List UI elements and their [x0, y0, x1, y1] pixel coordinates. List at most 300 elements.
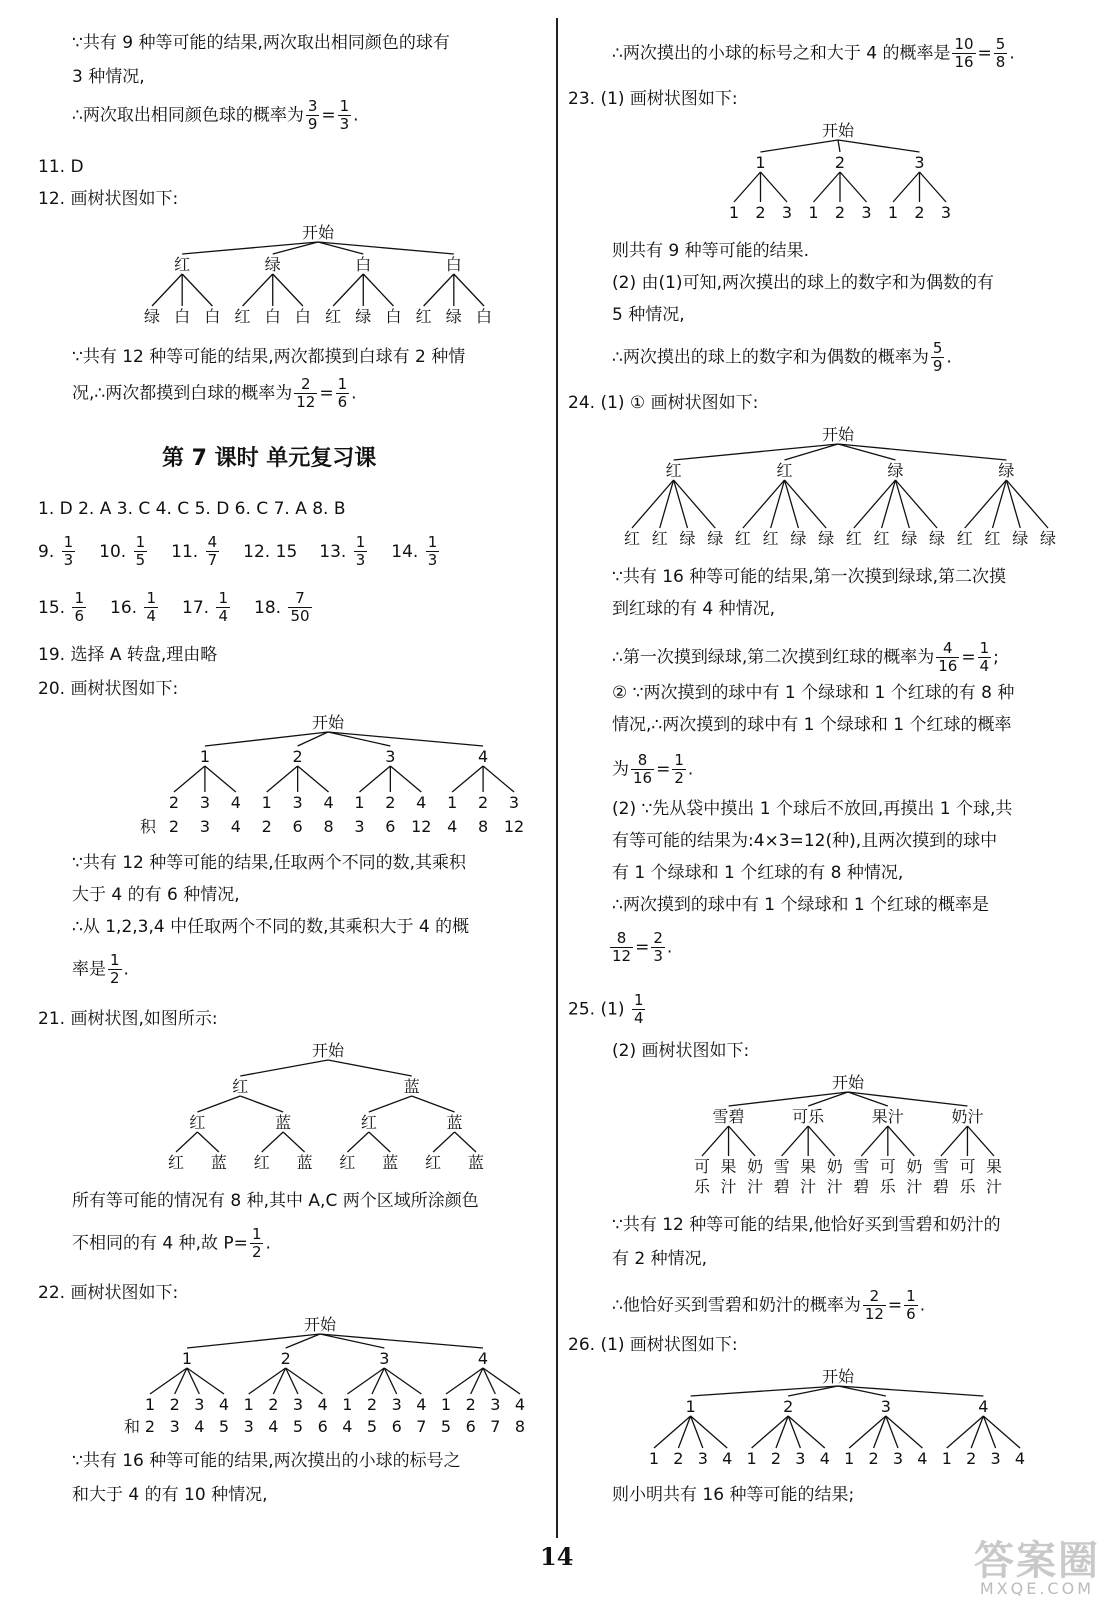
tree-root: 开始	[821, 1367, 855, 1386]
tree-leaf: 1	[887, 203, 899, 222]
tree-leaf: 3	[940, 203, 952, 222]
tree-leaf: 红	[623, 529, 641, 548]
fraction: $\frac{1}{4}$	[979, 639, 990, 675]
tree-leaf: 2	[169, 1395, 180, 1414]
page-number: 14	[540, 1542, 574, 1571]
tree-level1-node: 3	[385, 747, 396, 766]
tree-leaf: 红	[415, 307, 432, 326]
tree-leaf: 3	[508, 793, 520, 812]
text-line: 有等可能的结果为:4×3=12(种),且两次摸到的球中	[612, 831, 998, 851]
tree-leaf: 4	[416, 1395, 427, 1414]
tree-leaf: 碧	[773, 1177, 790, 1196]
tree-level2-node: 红	[360, 1113, 377, 1132]
tree-leaf: 2	[770, 1449, 782, 1468]
answer-item: 9. $\frac{1}{3}$	[38, 533, 74, 569]
answer-item: 10. $\frac{1}{5}$	[99, 533, 146, 569]
tree-result: 12	[503, 817, 525, 836]
tree-level1-node: 绿	[998, 461, 1015, 480]
tree-diagram-23	[718, 120, 958, 230]
answers-15-18	[38, 590, 336, 625]
tree-leaf: 3	[781, 203, 793, 222]
tree-leaf: 蓝	[467, 1153, 485, 1172]
text-line: (2) 由(1)可知,两次摸出的球上的数字和为偶数的有	[612, 273, 994, 293]
fraction: $\frac{1}{4}$	[218, 589, 228, 625]
tree-branch	[197, 1132, 218, 1152]
tree-branch	[412, 1096, 455, 1112]
tree-leaf: 4	[317, 1395, 328, 1414]
text-line: 不相同的有 4 种,故 P= $\frac{1}{2}$ .	[72, 1225, 271, 1261]
text-line: 所有等可能的情况有 8 种,其中 A,C 两个区域所涂颜色	[72, 1191, 479, 1211]
tree-level1-node: 2	[292, 747, 303, 766]
tree-branch	[734, 172, 761, 202]
fraction: $\frac{1}{2}$	[674, 751, 684, 787]
question-21: 21. 画树状图,如图所示:	[38, 1009, 218, 1029]
tree-branch	[893, 172, 920, 202]
text-line: 则共有 9 种等可能的结果.	[612, 241, 810, 261]
text-line: ∵共有 12 种等可能的结果,他恰好买到雪碧和奶汁的	[612, 1215, 1001, 1235]
tree-leaf: 奶	[747, 1157, 764, 1176]
tree-leaf: 2	[385, 793, 396, 812]
tree-leaf: 汁	[800, 1177, 817, 1196]
tree-result: 5	[292, 1417, 304, 1436]
tree-result: 4	[447, 817, 458, 836]
fraction: $\frac{5}{9}$	[932, 339, 943, 375]
tree-level1-node: 红	[665, 461, 682, 480]
tree-branch	[197, 1096, 240, 1112]
text-line: ∴两次摸出的小球的标号之和大于 4 的概率是 $\frac{10}{16}$ = $\frac{5}{8}$ .	[612, 35, 1015, 71]
tree-leaf: 2	[834, 203, 846, 222]
tree-branch	[433, 1132, 454, 1152]
tree-result: 8	[514, 1417, 526, 1436]
tree-root: 开始	[821, 121, 855, 140]
tree-result: 3	[354, 817, 365, 836]
tree-leaf: 3	[391, 1395, 402, 1414]
fraction: $\frac{2}{12}$	[864, 1287, 884, 1323]
tree-leaf: 3	[795, 1449, 806, 1468]
tree-result: 3	[243, 1417, 254, 1436]
tree-leaf: 4	[323, 793, 334, 812]
tree-result: 6	[292, 817, 303, 836]
tree-leaf: 碧	[932, 1177, 949, 1196]
text-line: 5 种情况,	[612, 305, 685, 325]
tree-leaf: 奶	[826, 1157, 843, 1176]
tree-branch	[298, 766, 329, 792]
tree-branch	[888, 1126, 915, 1156]
tree-branch	[632, 480, 674, 528]
tree-leaf: 绿	[818, 529, 835, 548]
tree-result: 2	[168, 817, 180, 836]
tree-result: 5	[218, 1417, 230, 1436]
tree-level1-node: 2	[834, 153, 846, 172]
tree-branch	[848, 1092, 967, 1106]
fraction: $\frac{7}{50}$	[290, 589, 310, 625]
tree-branch	[854, 480, 896, 528]
tree-level1-node: 4	[477, 747, 489, 766]
tree-leaf: 红	[167, 1153, 185, 1172]
tree-leaf: 4	[1014, 1449, 1026, 1468]
answer-19: 19. 选择 A 转盘,理由略	[38, 645, 218, 665]
tree-level2-node: 红	[189, 1113, 206, 1132]
tree-leaf: 雪	[853, 1157, 870, 1176]
question-25-2: (2) 画树状图如下:	[612, 1041, 750, 1061]
tree-result: 6	[465, 1417, 476, 1436]
tree-leaf: 2	[366, 1395, 378, 1414]
tree-leaf: 蓝	[296, 1153, 313, 1172]
tree-leaf: 果	[985, 1157, 1003, 1176]
tree-branch	[240, 1060, 328, 1076]
tree-leaf: 2	[755, 203, 766, 222]
tree-leaf: 2	[673, 1449, 684, 1468]
tree-leaf: 红	[734, 529, 751, 548]
text-line: ∵共有 12 种等可能的结果,两次都摸到白球有 2 种情	[72, 347, 466, 367]
tree-level1-node: 1	[685, 1397, 696, 1416]
tree-leaf: 奶	[906, 1157, 923, 1176]
tree-leaf: 白	[174, 307, 191, 326]
tree-leaf: 1	[342, 1395, 353, 1414]
text-line: ∴两次摸到的球中有 1 个绿球和 1 个红球的概率是	[612, 895, 990, 915]
tree-leaf: 绿	[901, 529, 918, 548]
tree-branch	[176, 1132, 197, 1152]
tree-branch	[187, 1334, 320, 1348]
tree-branch	[359, 766, 390, 792]
tree-result: 8	[477, 817, 489, 836]
tree-branch	[455, 1132, 476, 1152]
text-line: 情况,∴两次摸到的球中有 1 个绿球和 1 个红球的概率	[612, 715, 1012, 735]
fraction: $\frac{1}{3}$	[427, 533, 438, 569]
fraction: $\frac{8}{12}$	[612, 929, 632, 965]
answer-item: 18. $\frac{7}{50}$	[254, 589, 310, 625]
tree-branch	[182, 274, 212, 306]
text-line: $\frac{8}{12}$ = $\frac{2}{3}$ .	[612, 929, 673, 965]
tree-leaf: 2	[268, 1395, 279, 1414]
tree-result-label: 和	[123, 1417, 141, 1436]
tree-leaf: 可	[959, 1157, 976, 1176]
tree-branch	[895, 480, 937, 528]
tree-branch	[941, 1126, 968, 1156]
tree-level1-node: 1	[755, 153, 766, 172]
tree-leaf: 红	[956, 529, 973, 548]
tree-result: 4	[268, 1417, 279, 1436]
text-line: ∴他恰好买到雪碧和奶汁的概率为 $\frac{2}{12}$ = $\frac{1}{6}$ .	[612, 1287, 926, 1323]
text-line: 则小明共有 16 种等可能的结果;	[612, 1485, 855, 1505]
tree-branch	[743, 480, 785, 528]
tree-result: 2	[144, 1417, 156, 1436]
tree-branch	[283, 1132, 304, 1152]
tree-level1-node: 白	[355, 255, 372, 274]
tree-result: 4	[194, 1417, 205, 1436]
tree-leaf: 乐	[959, 1177, 976, 1196]
tree-branch	[761, 172, 788, 202]
tree-leaf: 绿	[143, 307, 161, 326]
question-24: 24. (1) ① 画树状图如下:	[568, 393, 759, 413]
tree-level1-node: 4	[477, 1349, 489, 1368]
question-26: 26. (1) 画树状图如下:	[568, 1335, 738, 1355]
tree-leaf: 1	[728, 203, 740, 222]
question-23: 23. (1) 画树状图如下:	[568, 89, 738, 109]
tree-branch	[267, 766, 298, 792]
text-line: ∵共有 12 种等可能的结果,任取两个不同的数,其乘积	[72, 853, 467, 873]
tree-leaf: 绿	[1039, 529, 1057, 548]
answer-item: 14. $\frac{1}{3}$	[391, 533, 438, 569]
watermark-logo: 答案圈	[974, 1538, 1100, 1584]
tree-leaf: 可	[693, 1157, 711, 1176]
tree-branch	[920, 172, 947, 202]
tree-leaf: 红	[762, 529, 779, 548]
tree-leaf: 4	[514, 1395, 526, 1414]
tree-leaf: 3	[990, 1449, 1001, 1468]
question-20: 20. 画树状图如下:	[38, 679, 179, 699]
tree-level1-node: 果汁	[871, 1107, 904, 1126]
tree-result: 12	[411, 817, 432, 836]
tree-branch	[454, 274, 484, 306]
tree-branch	[205, 766, 236, 792]
text-line: (2) ∵先从袋中摸出 1 个球后不放回,再摸出 1 个球,共	[612, 799, 1013, 819]
tree-result: 7	[490, 1417, 501, 1436]
fraction: $\frac{1}{2}$	[251, 1225, 262, 1261]
tree-diagram-22	[110, 1314, 530, 1444]
tree-result: 4	[230, 817, 241, 836]
text-line: 为 $\frac{8}{16}$ = $\frac{1}{2}$ .	[612, 751, 694, 787]
tree-branch	[702, 1126, 729, 1156]
tree-level1-node: 红	[776, 461, 793, 480]
tree-leaf: 3	[892, 1449, 904, 1468]
tree-level1-node: 4	[978, 1397, 989, 1416]
tree-leaf: 1	[746, 1449, 757, 1468]
tree-leaf: 3	[697, 1449, 708, 1468]
tree-branch	[328, 732, 483, 746]
tree-leaf: 2	[868, 1449, 879, 1468]
tree-leaf: 绿	[707, 529, 724, 548]
tree-diagram-25	[688, 1072, 1008, 1202]
tree-level1-node: 2	[783, 1397, 794, 1416]
tree-result: 7	[416, 1417, 427, 1436]
tree-branch	[369, 1096, 412, 1112]
tree-result: 6	[317, 1417, 328, 1436]
answers-1-8: 1. D 2. A 3. C 4. C 5. D 6. C 7. A 8. B	[38, 499, 346, 519]
tree-leaf: 白	[264, 307, 281, 326]
tree-result: 6	[385, 817, 396, 836]
tree-level1-node: 白	[445, 255, 462, 274]
tree-root: 开始	[821, 425, 855, 444]
tree-leaf: 4	[722, 1449, 733, 1468]
tree-leaf: 绿	[929, 529, 946, 548]
text-line: 到红球的有 4 种情况,	[612, 599, 776, 619]
answer-item: 17. $\frac{1}{4}$	[182, 589, 228, 625]
tree-branch	[761, 140, 839, 152]
tree-leaf: 4	[819, 1449, 830, 1468]
answer-item: 13. $\frac{1}{3}$	[319, 533, 366, 569]
tree-leaf: 1	[243, 1395, 254, 1414]
tree-result: 3	[199, 817, 211, 836]
question-22: 22. 画树状图如下:	[38, 1283, 179, 1303]
text-line: 大于 4 的有 6 种情况,	[72, 885, 240, 905]
tree-leaf: 4	[416, 793, 427, 812]
tree-branch	[390, 766, 421, 792]
tree-leaf: 1	[648, 1449, 660, 1468]
fraction: $\frac{1}{3}$	[355, 533, 366, 569]
tree-branch	[814, 172, 841, 202]
tree-leaf: 3	[292, 793, 303, 812]
tree-branch	[861, 1126, 888, 1156]
tree-branch	[333, 274, 363, 306]
answer-item: 15. $\frac{1}{6}$	[38, 589, 84, 625]
tree-level2-node: 蓝	[275, 1113, 292, 1132]
tree-branch	[424, 274, 454, 306]
tree-leaf: 红	[873, 529, 890, 548]
text-line: ∵共有 9 种等可能的结果,两次取出相同颜色的球有	[72, 33, 450, 53]
tree-leaf: 1	[261, 793, 272, 812]
tree-branch	[320, 1334, 384, 1348]
text-line: ∴两次取出相同颜色球的概率为 $\frac{3}{9}$ = $\frac{1}{3}$ .	[72, 97, 359, 133]
text-line: ∴第一次摸到绿球,第二次摸到红球的概率为 $\frac{4}{16}$ = $\frac{1}{4}$ ;	[612, 639, 999, 675]
fraction: $\frac{1}{3}$	[339, 97, 350, 133]
tree-branch	[838, 444, 1006, 460]
tree-branch	[320, 1334, 483, 1348]
tree-level1-node: 蓝	[403, 1077, 420, 1096]
column-divider	[556, 18, 558, 1538]
text-line: ② ∵两次摸到的球中有 1 个绿球和 1 个红球的有 8 种	[612, 683, 1015, 703]
tree-leaf: 1	[144, 1395, 156, 1414]
tree-branch	[152, 274, 182, 306]
tree-level1-node: 1	[199, 747, 211, 766]
tree-leaf: 红	[425, 1153, 442, 1172]
text-line: 率是 $\frac{1}{2}$ .	[72, 951, 129, 987]
tree-branch	[838, 140, 920, 152]
tree-leaf: 红	[984, 529, 1001, 548]
tree-branch	[363, 274, 393, 306]
tree-diagram-21	[158, 1040, 498, 1180]
tree-level1-node: 红	[174, 255, 191, 274]
text-line: ∴两次摸出的球上的数字和为偶数的概率为 $\frac{5}{9}$ .	[612, 339, 952, 375]
text-line: 和大于 4 的有 10 种情况,	[72, 1485, 268, 1505]
tree-root: 开始	[303, 1315, 337, 1334]
tree-root: 开始	[301, 223, 335, 242]
text-line: ∵共有 16 种等可能的结果,两次摸出的小球的标号之	[72, 1451, 461, 1471]
fraction: $\frac{5}{8}$	[995, 35, 1006, 71]
tree-branch	[808, 1126, 835, 1156]
tree-level1-node: 绿	[264, 255, 281, 274]
answer-item: 11. $\frac{4}{7}$	[171, 533, 218, 569]
tree-branch	[174, 766, 205, 792]
tree-leaf: 3	[292, 1395, 304, 1414]
tree-leaf: 雪	[773, 1157, 790, 1176]
tree-leaf: 红	[651, 529, 668, 548]
fraction: $\frac{2}{12}$	[296, 375, 316, 411]
tree-diagram-26	[638, 1366, 1038, 1476]
fraction: $\frac{1}{5}$	[135, 533, 146, 569]
fraction: $\frac{10}{16}$	[954, 35, 974, 71]
tree-leaf: 1	[440, 1395, 452, 1414]
tree-leaf: 1	[941, 1449, 952, 1468]
tree-leaf: 红	[234, 307, 251, 326]
tree-leaf: 4	[917, 1449, 928, 1468]
tree-leaf: 4	[230, 793, 241, 812]
tree-leaf: 果	[720, 1157, 737, 1176]
tree-leaf: 4	[218, 1395, 230, 1414]
tree-leaf: 3	[861, 203, 872, 222]
text-line: 有 1 个绿球和 1 个红球的有 8 种情况,	[612, 863, 904, 883]
tree-leaf: 绿	[679, 529, 696, 548]
tree-leaf: 红	[325, 307, 342, 326]
fraction: $\frac{3}{9}$	[307, 97, 318, 133]
answer-25-1: 25. (1) $\frac{1}{4}$	[568, 991, 644, 1027]
tree-branch	[205, 732, 328, 746]
tree-branch	[452, 766, 483, 792]
tree-leaf: 红	[253, 1153, 270, 1172]
tree-branch	[1006, 480, 1048, 528]
tree-level1-node: 绿	[887, 461, 904, 480]
fraction: $\frac{1}{6}$	[906, 1287, 916, 1323]
fraction: $\frac{1}{4}$	[146, 589, 156, 625]
tree-result: 3	[169, 1417, 180, 1436]
tree-result: 5	[366, 1417, 378, 1436]
fraction: $\frac{1}{6}$	[74, 589, 84, 625]
section-title: 第 7 课时 单元复习课	[162, 446, 377, 471]
tree-result: 8	[323, 817, 334, 836]
tree-leaf: 绿	[790, 529, 807, 548]
fraction: $\frac{1}{6}$	[337, 375, 348, 411]
fraction: $\frac{4}{16}$	[938, 639, 958, 675]
tree-root: 开始	[831, 1073, 865, 1092]
answer-item: 16. $\frac{1}{4}$	[110, 589, 156, 625]
tree-leaf: 蓝	[382, 1153, 399, 1172]
tree-leaf: 乐	[693, 1177, 711, 1196]
tree-level1-node: 1	[181, 1349, 193, 1368]
tree-branch	[240, 1096, 283, 1112]
tree-leaf: 可	[879, 1157, 896, 1176]
tree-leaf: 汁	[826, 1177, 843, 1196]
tree-leaf: 碧	[853, 1177, 870, 1196]
fraction: $\frac{8}{16}$	[633, 751, 653, 787]
tree-leaf: 白	[475, 307, 493, 326]
tree-level1-node: 2	[280, 1349, 291, 1368]
tree-level1-node: 奶汁	[951, 1107, 984, 1126]
tree-leaf: 雪	[932, 1157, 949, 1176]
tree-branch	[262, 1132, 283, 1152]
tree-leaf: 果	[800, 1157, 817, 1176]
tree-leaf: 蓝	[210, 1153, 227, 1172]
tree-branch	[328, 1060, 412, 1076]
tree-branch	[328, 732, 390, 746]
tree-branch	[838, 140, 840, 152]
tree-leaf: 汁	[747, 1177, 764, 1196]
tree-branch	[273, 274, 303, 306]
tree-leaf: 3	[199, 793, 211, 812]
tree-diagram-12	[138, 222, 498, 332]
tree-leaf: 2	[168, 793, 180, 812]
tree-branch	[483, 766, 514, 792]
tree-branch	[782, 1126, 809, 1156]
tree-branch	[840, 172, 867, 202]
tree-branch	[347, 1132, 368, 1152]
tree-leaf: 1	[808, 203, 819, 222]
tree-leaf: 汁	[985, 1177, 1003, 1196]
fraction: $\frac{4}{7}$	[207, 533, 218, 569]
tree-root: 开始	[311, 1041, 345, 1060]
tree-level1-node: 3	[379, 1349, 390, 1368]
tree-leaf: 绿	[1012, 529, 1029, 548]
text-line: ∵共有 16 种等可能的结果,第一次摸到绿球,第二次摸	[612, 567, 1007, 587]
tree-leaf: 3	[490, 1395, 501, 1414]
tree-level1-node: 雪碧	[712, 1107, 745, 1126]
fraction: $\frac{1}{3}$	[63, 533, 74, 569]
tree-level1-node: 3	[880, 1397, 891, 1416]
tree-branch	[785, 480, 827, 528]
tree-leaf: 3	[194, 1395, 205, 1414]
tree-leaf: 1	[447, 793, 458, 812]
question-12: 12. 画树状图如下:	[38, 189, 179, 209]
answers-9-14	[38, 534, 463, 569]
